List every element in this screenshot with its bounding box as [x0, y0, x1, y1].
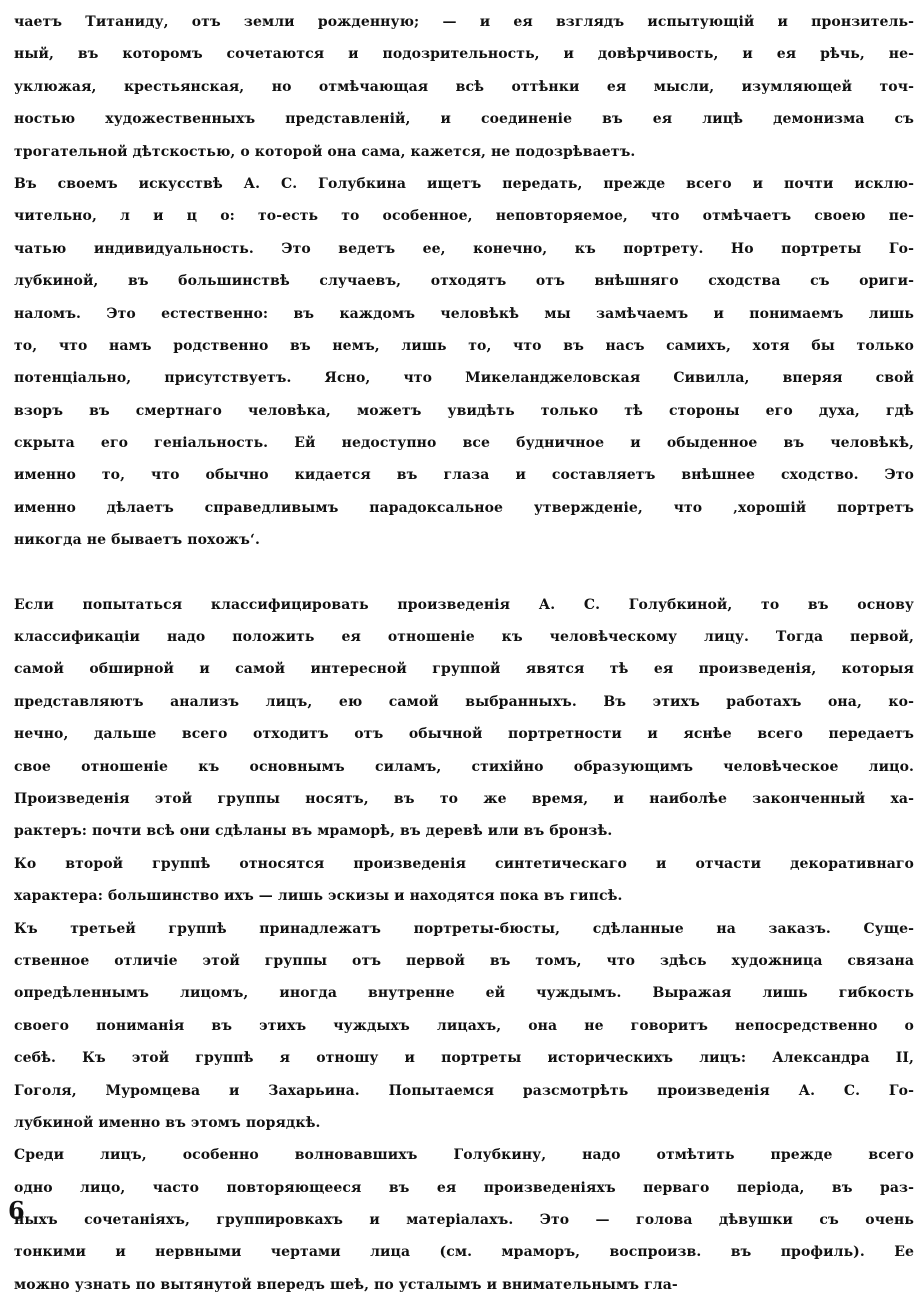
page-number: 6 — [8, 1196, 25, 1225]
paragraph — [14, 6, 914, 168]
text-line: именно то, что обычно кидается въ глаза и составляетъ внѣшнее сходство. Это — [14, 467, 914, 484]
text-line: ный, въ которомъ сочетаются и подозрительность, и довѣрчивость, и ея рѣчь, не- — [14, 46, 914, 63]
text-line: никогда не бываетъ похожъ‘. — [14, 532, 260, 549]
text-line: трогательной дѣтскостью, о которой она сама, кажется, не подозрѣваетъ. — [14, 143, 636, 160]
text-line: свое отношеніе къ основнымъ силамъ, стихійно образующимъ человѣческое лицо. — [14, 758, 914, 775]
paragraph — [14, 589, 914, 848]
paragraph — [14, 848, 914, 913]
text-line: ныхъ сочетаніяхъ, группировкахъ и матеріалахъ. Это — голова дѣвушки съ очень — [14, 1212, 914, 1229]
text-line: Гоголя, Муромцева и Захарьина. Попытаемся разсмотрѣть произведенія А. С. Го- — [14, 1082, 914, 1099]
text-line: опредѣленнымъ лицомъ, иногда внутренне ей чуждымъ. Выражая лишь гибкость — [14, 985, 914, 1002]
text-line: потенціально, присутствуетъ. Ясно, что Микеланджеловская Сивилла, вперяя свой — [14, 370, 914, 387]
text-line: Среди лицъ, особенно волновавшихъ Голубкину, надо отмѣтить прежде всего — [14, 1147, 914, 1164]
text-line: скрыта его геніальность. Ей недоступно все будничное и обыденное въ человѣкѣ, — [14, 435, 914, 452]
text-line: ственное отличіе этой группы отъ первой въ томъ, что здѣсь художница связана — [14, 952, 914, 969]
page-text — [14, 6, 914, 1301]
text-line: ностью художественныхъ представленій, и соединеніе въ ея лицѣ демонизма съ — [14, 111, 914, 128]
text-line: Въ своемъ искусствѣ А. С. Голубкина ищетъ передать, прежде всего и почти исклю- — [14, 175, 914, 192]
paragraph — [14, 1139, 914, 1301]
text-line: чаетъ Титаниду, отъ земли рожденную; — и ея взглядъ испытующій и пронзитель- — [14, 14, 914, 30]
text-line: чатью индивидуальность. Это ведетъ ее, конечно, къ портрету. Но портреты Го- — [14, 240, 914, 257]
text-line: классификаціи надо положить ея отношеніе къ человѣческому лицу. Тогда первой, — [14, 629, 914, 646]
text-line: Ко второй группѣ относятся произведенія синтетическаго и отчасти декоративнаго — [14, 855, 914, 872]
text-line: Къ третьей группѣ принадлежатъ портреты-бюсты, сдѣланные на заказъ. Суще- — [14, 920, 914, 937]
text-line: одно лицо, часто повторяющееся въ ея произведеніяхъ перваго періода, въ раз- — [14, 1179, 914, 1196]
text-line: можно узнать по вытянутой впередъ шеѣ, по усталымъ и внимательнымъ гла- — [14, 1276, 678, 1293]
text-line: себѣ. Къ этой группѣ я отношу и портреты историческихъ лицъ: Александра II, — [14, 1050, 914, 1067]
text-line: нечно, дальше всего отходитъ отъ обычной портретности и яснѣе всего передаетъ — [14, 726, 914, 743]
paragraph — [14, 168, 914, 557]
text-line: именно дѣлаетъ справедливымъ парадоксальное утвержденіе, что ‚хорошій портретъ — [14, 499, 914, 516]
text-block-2 — [14, 589, 914, 1301]
paragraph — [14, 913, 914, 1140]
text-line: взоръ въ смертнаго человѣка, можетъ увидѣть только тѣ стороны его духа, гдѣ — [14, 402, 914, 419]
text-line: тонкими и нервными чертами лица (см. мраморъ, воспроизв. въ профиль). Ее — [14, 1244, 914, 1261]
text-line: лубкиной, въ большинствѣ случаевъ, отходятъ отъ внѣшняго сходства съ ориги- — [14, 273, 914, 290]
text-line: самой обширной и самой интересной группой явятся тѣ ея произведенія, которыя — [14, 661, 914, 678]
text-line: уклюжая, крестьянская, но отмѣчающая всѣ оттѣнки ея мысли, изумляющей точ- — [14, 78, 914, 95]
text-line: Если попытаться классифицировать произведенія А. С. Голубкиной, то въ основу — [14, 596, 914, 613]
text-line: своего пониманія въ этихъ чуждыхъ лицахъ, она не говоритъ непосредственно о — [14, 1017, 914, 1034]
text-line: представляютъ анализъ лицъ, ею самой выбранныхъ. Въ этихъ работахъ она, ко- — [14, 693, 914, 710]
text-line: Произведенія этой группы носятъ, въ то же время, и наиболѣе законченный ха- — [14, 790, 914, 807]
text-line: чительно, л и ц о: то-есть то особенное, неповторяемое, что отмѣчаетъ своею пе- — [14, 208, 914, 225]
text-line: рактеръ: почти всѣ они сдѣланы въ мраморѣ, въ деревѣ или въ бронзѣ. — [14, 823, 613, 840]
text-line: наломъ. Это естественно: въ каждомъ человѣкѣ мы замѣчаемъ и понимаемъ лишь — [14, 305, 914, 322]
text-block-1 — [14, 6, 914, 557]
text-line: лубкиной именно въ этомъ порядкѣ. — [14, 1114, 321, 1131]
text-line: характера: большинство ихъ — лишь эскизы и находятся пока въ гипсѣ. — [14, 888, 623, 905]
text-line: то, что намъ родственно въ немъ, лишь то, что въ насъ самихъ, хотя бы только — [14, 337, 914, 354]
